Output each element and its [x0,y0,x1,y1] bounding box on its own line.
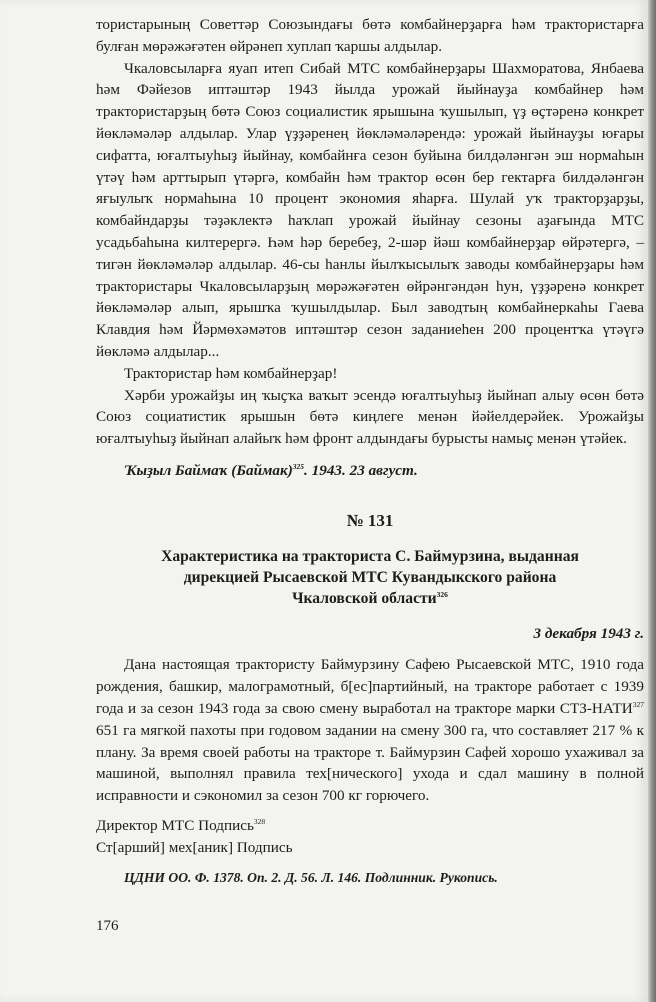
paragraph: Чкаловсыларға яуап итеп Сибай МТС комбайнерҙары Шахморатова, Янбаева һәм Фәйезов иптәштәр 1943 йылда урожай йыйнауҙа комбайнер һәм трактористарҙың бөтә Союз социалистик ярышына ҡушылып, үҙ өҫтәренә конкрет йөкләмәләр алдылар. Улар үҙҙәренең йөкләмәләрендә: урожай йыйнауҙы юғары сифатта, юғалтыуһыҙ йыйнау, комбайнға сезон буйына билдәләнгән эш нормаһын үтәү һәм арттырып үтәргә, комбайн һәм трактор өсөн бер гектарға билдәләнгән яғыулыҡ нормаһына 10 процент экономия яһарға. Шулай уҡ тракторҙарҙы, комбайндарҙы тәҙәклектә һаҡлап урожай йыйнау сезоны аҙағында МТС усадьбаһына килтерергә. Һәм һәр беребеҙ, 2-шәр йәш комбайнерҙар өйрәтергә, – тигән йөкләмәләр алдылар. 46-сы һанлы йылҡысылыҡ заводы комбайнерҙары һәм трактористары Чкаловсыларҙың мөрәжәғәтен өйрәнгәндән һун, үҙҙәренә конкрет йөкләмәләр алып, ярышҡа ҡушылдылар. Был заводтың комбайнеркаһы Гаева Клавдия һәм Йәрмөхәмәтов иптәштәр сезон заданиеhен 200 процентҡа үтәүгә йөкләмә алдылар... [96,59,644,360]
document-body [96,654,644,807]
body-text: 651 га мягкой пахоты при годовом задании на смену 300 га, что составляет 217 % к плану. За время своей работы на тракторе т. Баймурзин Сафей хорошо ухаживал за машиной, выполнял правила тех[нического] ухода и сдал машину в полной исправности и сэкономил за сезон 700 кг горючего. [96,721,644,805]
paragraph: Трактористар һәм комбайнерҙар! [124,364,338,382]
document-title [96,546,644,609]
title-line-text: Чкаловской области [292,589,437,607]
footnote-ref: 326 [436,589,448,599]
footnote-ref: 328 [253,816,266,826]
page-edge [648,0,656,1002]
paragraph: тористарының Советтәр Союзындағы бөтә комбайнерҙарға һәм трактористарға булған мөрәжәғәтен өйрәнеп хуплап ҡаршы алдылар. [96,16,644,55]
body-text: Дана настоящая трактористу Баймурзину Сафею Рысаевской МТС, 1910 года рождения, башкир, малограмотный, б[ес]партийный, на тракторе работает с 1939 года и за сезон 1943 года за свою смену выработал на тракторе марки СТЗ-НАТИ [96,656,644,717]
footnote-ref: 325 [292,461,305,471]
footnote-ref: 327 [632,699,644,709]
title-line [96,588,644,609]
archive-reference: ЦДНИ ОО. Ф. 1378. Оп. 2. Д. 56. Л. 146. Подлинник. Рукопись. [124,869,498,885]
source-date: . 1943. 23 август. [304,461,418,479]
signature-text: Директор МТС Подпись [96,816,254,834]
page-number: 176 [96,918,119,934]
paragraph: Хәрби урожайҙы иң ҡыҫҡа ваҡыт эсендә юғалтыуһыҙ йыйнап алыу өсөн бөтә Союз социатистик ярышын бөтә киңлеге менән йәйелдерәйек. Урожайҙы юғалтыуһыҙ йыйнап алайыҡ һәм фронт алдындағы бурысты намыҫ менән үтәйек. [96,386,644,448]
document-number: № 131 [346,510,394,530]
source-title: Ҡыҙыл Баймаҡ (Баймак) [124,461,293,479]
page-text [96,14,644,888]
signature-mechanic: Ст[арший] мех[аник] Подпись [96,838,293,856]
source-citation [96,460,644,482]
title-line: Характеристика на тракториста С. Баймурзина, выданная [161,547,579,565]
document-date: 3 декабря 1943 г. [533,624,644,642]
title-line: дирекцией Рысаевской МТС Кувандыкского района [183,568,557,586]
signature-director [96,815,644,837]
